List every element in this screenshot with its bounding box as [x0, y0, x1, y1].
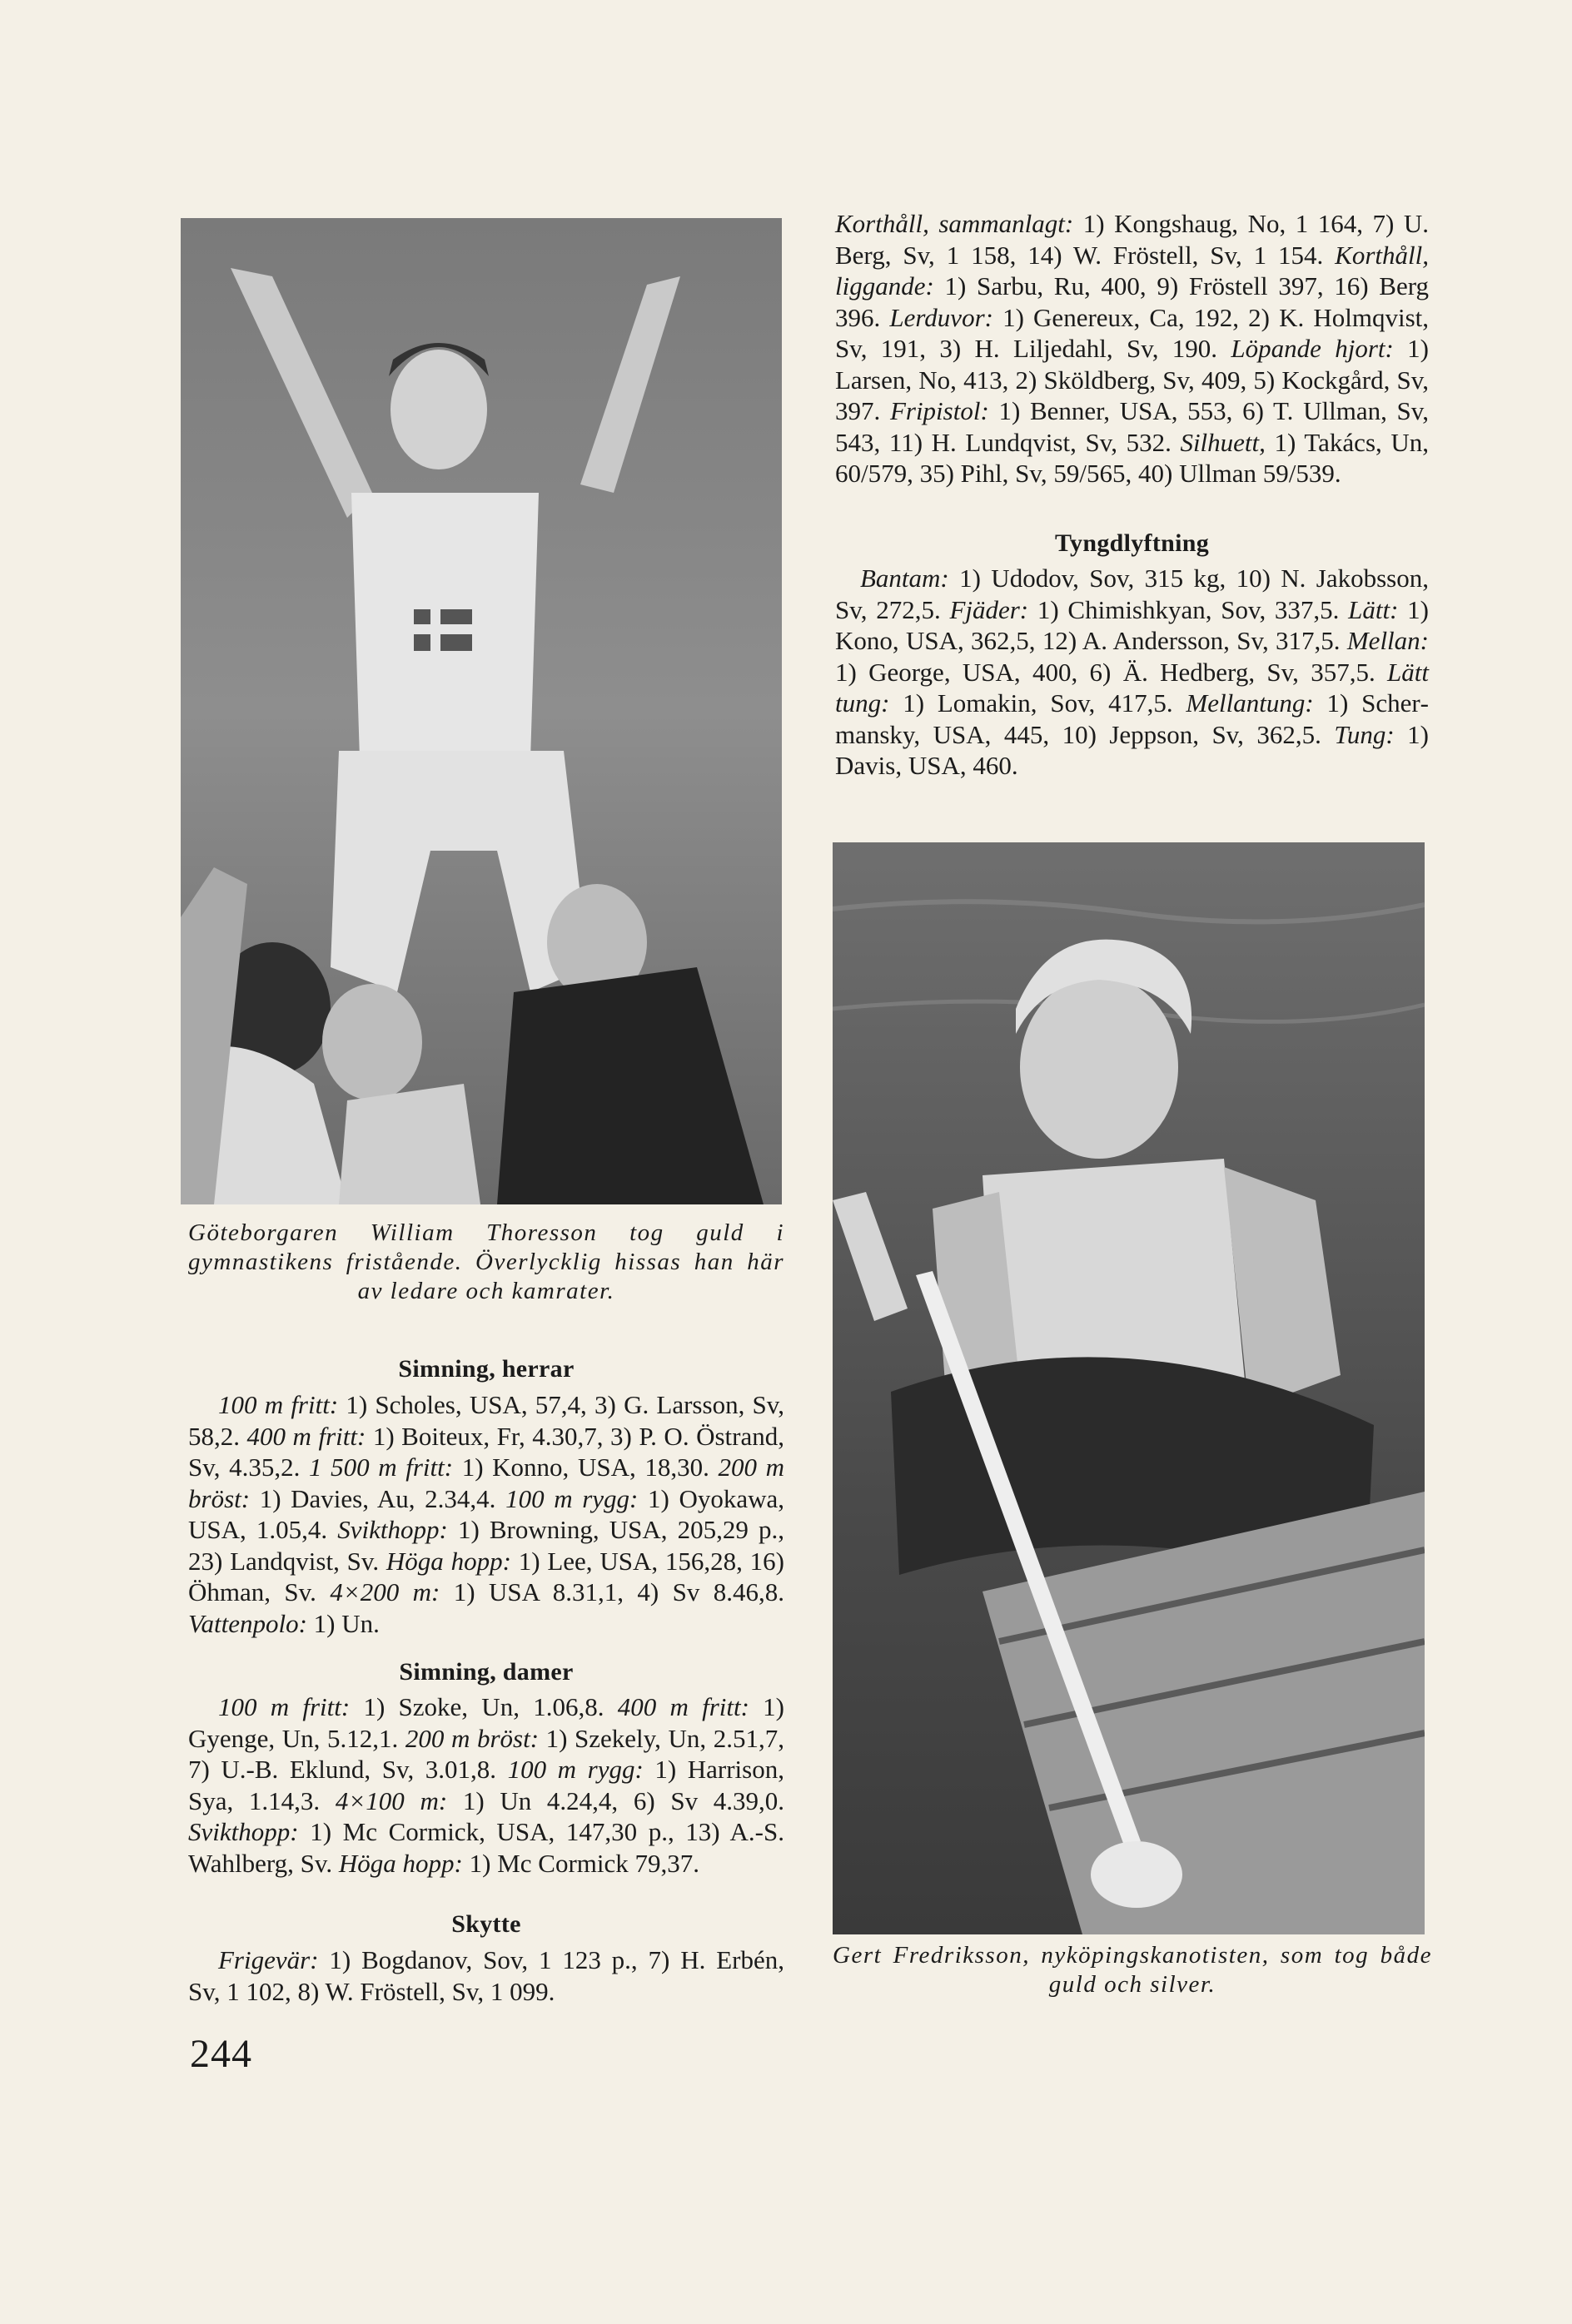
result-text: 1) USA 8.31,1, 4) Sv 8.46,8. [440, 1577, 784, 1606]
result-text: 1) Larsen, No, 413, 2) Sköldberg, Sv, 409, 5) Kockgård, Sv, 397. [835, 334, 1429, 425]
result-label: 200 m bröst: [188, 1452, 784, 1513]
result-text: 1) Schermansky, USA, 445, 10) Jeppson, Sv, 362,5. [835, 688, 1429, 749]
result-label: 100 m rygg: [507, 1755, 644, 1784]
shooting-heading: Skytte [451, 1910, 521, 1938]
result-text: 1) Un. [306, 1608, 380, 1638]
swimming-men-text [188, 1389, 784, 1639]
result-label: 1 500 m fritt: [308, 1452, 454, 1482]
result-text: 1) Szekely, Un, 2.51,7, 7) U.-B. Eklund, Sv, 3.01,8. [188, 1723, 784, 1784]
result-text: 1) Mc Cormick 79,37. [462, 1848, 700, 1878]
kayaker-photo-image [833, 842, 1425, 1934]
result-label: Tung: [1334, 719, 1395, 749]
result-text: 1) Sarbu, Ru, 400, 9) Fröstell 397, 16) Berg 396. [835, 271, 1429, 332]
weightlifting-heading: Tyngdlyftning [1054, 529, 1210, 557]
weightlifting-text [835, 563, 1429, 782]
result-text: 1) George, USA, 400, 6) Ä. Hedberg, Sv, 357,5. [835, 657, 1388, 687]
result-text: 1) Szoke, Un, 1.06,8. [350, 1692, 618, 1721]
result-label: 100 m rygg: [505, 1483, 639, 1513]
result-text: 1) Lee, USA, 156,28, 16) Öhman, Sv. [188, 1546, 784, 1606]
result-label: Mellantung: [1186, 688, 1314, 718]
result-label: Fripistol: [889, 396, 989, 425]
result-text: 1) Benner, USA, 553, 6) T. Ullman, Sv, 543, 11) H. Lundqvist, Sv, 532. [835, 396, 1429, 457]
result-label: Frigevär: [218, 1945, 319, 1974]
result-label: Lätt tung: [835, 657, 1429, 718]
result-label: Fjäder: [949, 594, 1029, 624]
result-text: 1) Lomakin, Sov, 417,5. [889, 688, 1186, 718]
result-text: 1) Un 4.24,4, 6) Sv 4.39,0. [447, 1785, 784, 1815]
result-label: 400 m fritt: [617, 1692, 749, 1721]
result-text: 1) Kongshaug, No, 1 164, 7) U. Berg, Sv, 1 158, 14) W. Fröstell, Sv, 1 154. [835, 209, 1429, 270]
result-label: Korthåll, sammanlagt: [835, 209, 1074, 238]
page-number: 244 [190, 2032, 252, 2076]
result-text: 1) Takács, Un, 60/579, 35) Pihl, Sv, 59/565, 40) Ullman 59/539. [835, 427, 1430, 488]
result-label: Höga hopp: [386, 1546, 511, 1576]
result-text: 1) Gyenge, Un, 5.12,1. [188, 1692, 785, 1753]
swimming-men-heading: Simning, herrar [398, 1355, 575, 1383]
gymnast-photo-image [181, 218, 782, 1204]
result-text: 1) Browning, USA, 205,29 p., 23) Landqvist, Sv. [188, 1515, 784, 1576]
result-label: Korthåll, liggande: [835, 240, 1429, 300]
result-label: 200 m bröst: [405, 1723, 540, 1753]
kayaker-photo-caption: Gert Fredriksson, nyköpingskanotisten, som tog både guld och silver. [833, 1942, 1432, 1998]
result-label: 4×200 m: [330, 1577, 440, 1606]
result-label: Lerduvor: [889, 302, 993, 332]
shooting-text [188, 1944, 784, 2007]
shooting-continued-text [835, 208, 1429, 489]
result-label: 100 m fritt: [218, 1692, 351, 1721]
result-text: 1) Davies, Au, 2.34,4. [250, 1483, 506, 1513]
result-text: 1) Udodov, Sov, 315 kg, 10) N. Jakobsson, Sv, 272,5. [835, 564, 1429, 624]
result-text: 1) Davis, USA, 460. [835, 719, 1429, 780]
gymnast-photo-caption: Göteborgaren William Thoresson tog guld i gymnastikens fristående. Överlycklig hissas han här av ledare och kamrater. [188, 1219, 784, 1304]
result-text: 1) Genereux, Ca, 192, 2) K. Holmqvist, Sv, 191, 3) H. Liljedahl, Sv, 190. [835, 302, 1429, 363]
result-label: 100 m fritt: [218, 1390, 339, 1419]
result-label: Lätt: [1348, 594, 1399, 624]
gymnast-photo [181, 218, 782, 1204]
kayaker-photo [833, 842, 1425, 1934]
result-text: 1) Chimishkyan, Sov, 337,5. [1028, 594, 1349, 624]
result-label: 400 m fritt: [246, 1421, 366, 1451]
result-text: 1) Mc Cormick, USA, 147,30 p., 13) A.-S. Wahlberg, Sv. [188, 1817, 784, 1878]
result-label: Höga hopp: [338, 1848, 463, 1878]
result-text: 1) Boiteux, Fr, 4.30,7, 3) P. O. Östrand, Sv, 4.35,2. [188, 1421, 784, 1482]
swimming-women-heading: Simning, damer [399, 1658, 574, 1686]
result-label: Vattenpolo: [188, 1608, 307, 1638]
result-text: 1) Harrison, Sya, 1.14,3. [188, 1755, 784, 1815]
result-label: Svikthopp: [188, 1817, 299, 1846]
result-text: 1) Bogdanov, Sov, 1 123 p., 7) H. Erbén, Sv, 1 102, 8) W. Fröstell, Sv, 1 099. [188, 1945, 784, 2006]
result-label: Bantam: [860, 564, 949, 593]
swimming-women-text [188, 1691, 784, 1879]
result-label: Mellan: [1346, 626, 1429, 655]
result-text: 1) Kono, USA, 362,5, 12) A. Andersson, Sv, 317,5. [835, 594, 1430, 655]
result-label: Löpande hjort: [1231, 334, 1394, 363]
result-text: 1) Konno, USA, 18,30. [453, 1452, 719, 1482]
result-label: Svikthopp: [337, 1515, 448, 1544]
result-label: 4×100 m: [335, 1785, 448, 1815]
result-text: 1) Scholes, USA, 57,4, 3) G. Larsson, Sv, 58,2. [188, 1390, 785, 1451]
result-label: Silhuett, [1180, 427, 1266, 457]
result-text: 1) Oyokawa, USA, 1.05,4. [188, 1483, 784, 1544]
